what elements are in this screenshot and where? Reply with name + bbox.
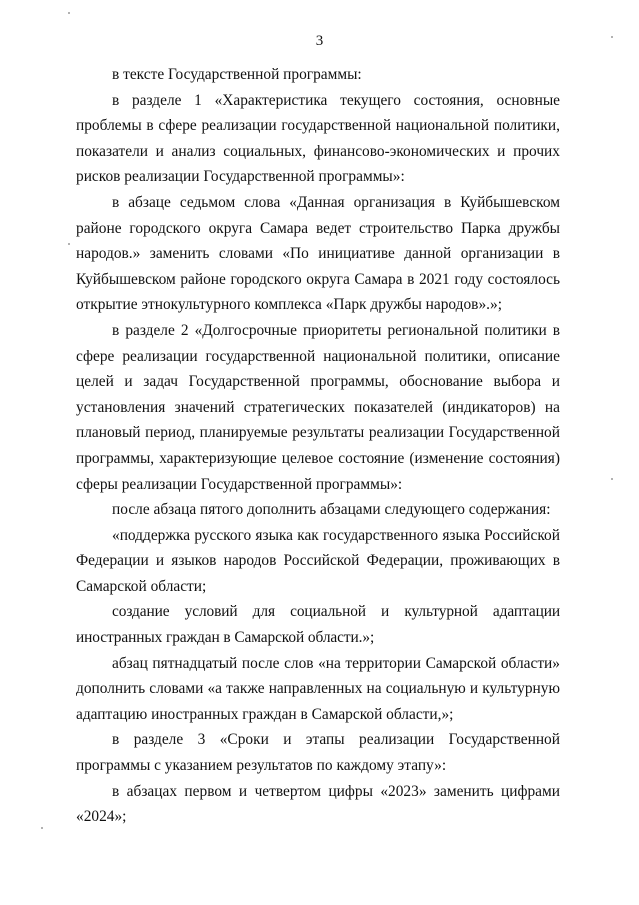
scan-speck [68,243,70,245]
paragraph-adaptation: создание условий для социальной и культурной адаптации иностранных граждан в Самарской области.»; [76,603,560,647]
paragraph-section-3: в разделе 3 «Сроки и этапы реализации Государственной программы с указанием результатов по каждому этапу»: [76,731,560,775]
document-body [76,62,560,830]
paragraph-after-abzac-5: после абзаца пятого дополнить абзацами следующего содержания: [112,501,551,519]
scan-speck [68,12,70,14]
paragraph-abzac-7: в абзаце седьмом слова «Данная организация в Куйбышевском районе городского округа Самара ведет строительство Парка дружбы народов.» заменить словами «По инициативе данной организации в Куйбышевском районе городского округа Самара в 2021 году состоялось открытие этнокультурного комплекса «Парк дружбы народов».»; [76,193,560,314]
paragraph-intro: в тексте Государственной программы: [112,66,362,83]
paragraph-years: в абзацах первом и четвертом цифры «2023» заменить цифрами «2024»; [76,782,560,826]
paragraph-section-1: в разделе 1 «Характеристика текущего состояния, основные проблемы в сфере реализации государственной национальной политики, показатели и анализ социальных, финансово-экономических и прочих рисков реализации Государственной программы»: [76,91,560,186]
scan-speck [611,478,613,480]
paragraph-abzac-15: абзац пятнадцатый после слов «на территории Самарской области» дополнить словами «а также направленных на социальную и культурную адаптацию иностранных граждан в Самарской области,»; [76,654,560,723]
scan-speck [611,36,613,38]
page-number: 3 [315,33,324,49]
paragraph-section-2: в разделе 2 «Долгосрочные приоритеты региональной политики в сфере реализации государственной национальной политики, описание целей и задач Государственной программы, обоснование выбора и установления значений стратегических показателей (индикаторов) на плановый период, планируемые результаты реализации Государственной программы, характеризующие целевое состояние (изменение состояния) сферы реализации Государственной программы»: [76,321,560,493]
paragraph-russian-language: «поддержка русского языка как государственного языка Российской Федерации и языков народов Российской Федерации, проживающих в Самарской области; [76,526,560,595]
scan-speck [41,827,43,829]
